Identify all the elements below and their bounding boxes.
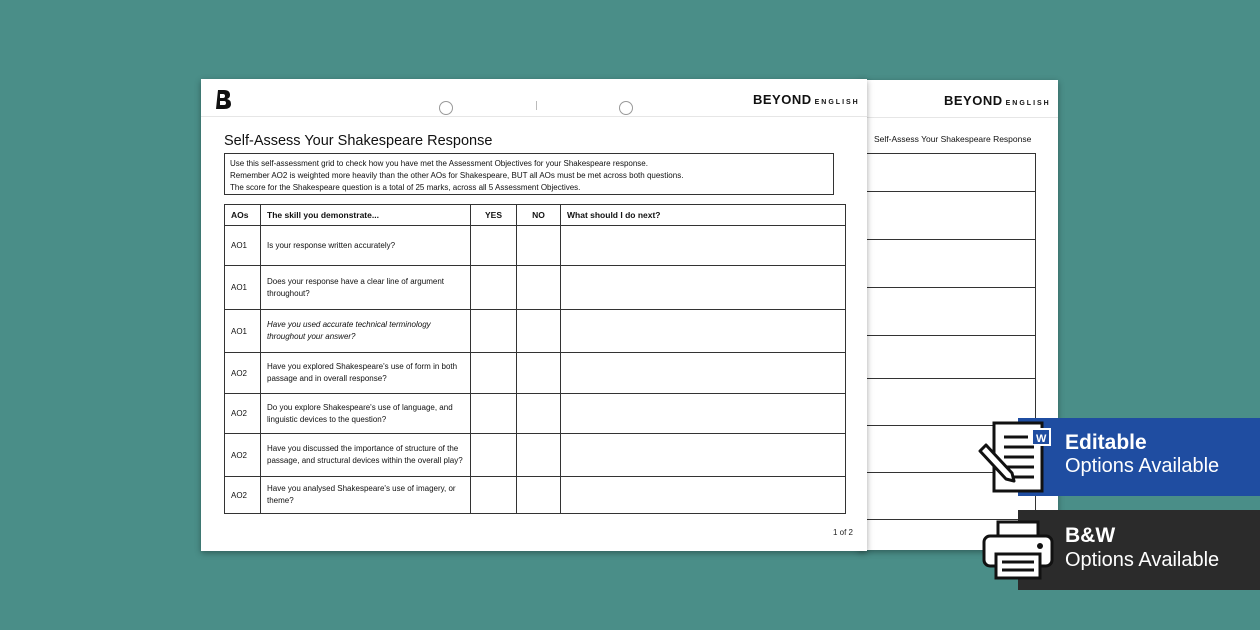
column-header-aos: AOs bbox=[225, 205, 261, 226]
worksheet-page-1 bbox=[201, 79, 867, 551]
table-row: AO1 Have you used accurate technical terminology throughout your answer? bbox=[225, 310, 846, 353]
no-cell[interactable] bbox=[517, 434, 561, 477]
column-header-skill: The skill you demonstrate... bbox=[261, 205, 471, 226]
punch-hole bbox=[619, 101, 633, 115]
instruction-line: Use this self-assessment grid to check how you have met the Assessment Objectives for your Shakespeare response. bbox=[230, 159, 648, 168]
no-cell[interactable] bbox=[517, 226, 561, 266]
next-step-cell[interactable] bbox=[561, 434, 846, 477]
instruction-line: Remember AO2 is weighted more heavily than the other AOs for Shakespeare, BUT all AOs must be met across both questions. bbox=[230, 171, 684, 180]
brand-logo-text: BEYOND ENGLISH bbox=[944, 93, 1051, 108]
brand-logo-text: BEYOND ENGLISH bbox=[753, 92, 860, 107]
no-cell[interactable] bbox=[517, 394, 561, 434]
table-row: AO1 Does your response have a clear line of argument throughout? bbox=[225, 266, 846, 310]
badge-subtitle: Options Available bbox=[1065, 549, 1220, 571]
yes-cell[interactable] bbox=[471, 226, 517, 266]
next-step-cell[interactable] bbox=[561, 266, 846, 310]
table-row: AO2 Have you analysed Shakespeare's use of imagery, or theme? bbox=[225, 477, 846, 514]
table-row: AO2 Have you discussed the importance of structure of the passage, and structural devices within the overall play? bbox=[225, 434, 846, 477]
yes-cell[interactable] bbox=[471, 434, 517, 477]
next-step-cell[interactable] bbox=[561, 394, 846, 434]
no-cell[interactable] bbox=[517, 477, 561, 514]
page-title: Self-Assess Your Shakespeare Response bbox=[224, 133, 493, 149]
instructions-box bbox=[224, 153, 834, 195]
column-header-yes: YES bbox=[471, 205, 517, 226]
instruction-line: The score for the Shakespeare question is a total of 25 marks, across all 5 Assessment Objectives. bbox=[230, 183, 581, 192]
column-header-no: NO bbox=[517, 205, 561, 226]
printer-icon bbox=[980, 520, 1056, 582]
punch-hole bbox=[439, 101, 453, 115]
no-cell[interactable] bbox=[517, 266, 561, 310]
badge-title: Editable bbox=[1065, 431, 1147, 454]
next-step-cell[interactable] bbox=[561, 353, 846, 394]
badge-subtitle: Options Available bbox=[1065, 455, 1220, 477]
no-cell[interactable] bbox=[517, 310, 561, 353]
column-header-next: What should I do next? bbox=[561, 205, 846, 226]
next-step-cell[interactable] bbox=[561, 477, 846, 514]
table-row: AO1 Is your response written accurately? bbox=[225, 226, 846, 266]
table-row: AO2 Do you explore Shakespeare's use of language, and linguistic devices to the question? bbox=[225, 394, 846, 434]
self-assessment-table bbox=[224, 204, 846, 514]
beyond-logo-icon bbox=[215, 89, 233, 109]
document-edit-icon bbox=[974, 421, 1058, 495]
svg-text:W: W bbox=[1036, 433, 1047, 445]
yes-cell[interactable] bbox=[471, 266, 517, 310]
next-step-cell[interactable] bbox=[561, 310, 846, 353]
next-step-cell[interactable] bbox=[561, 226, 846, 266]
yes-cell[interactable] bbox=[471, 353, 517, 394]
table-row: AO2 Have you explored Shakespeare's use of form in both passage and in overall response? bbox=[225, 353, 846, 394]
page-number: 1 of 2 bbox=[832, 528, 853, 537]
no-cell[interactable] bbox=[517, 353, 561, 394]
yes-cell[interactable] bbox=[471, 310, 517, 353]
page-2-title: Self-Assess Your Shakespeare Response bbox=[874, 134, 1032, 144]
yes-cell[interactable] bbox=[471, 394, 517, 434]
badge-title: B&W bbox=[1065, 524, 1116, 547]
yes-cell[interactable] bbox=[471, 477, 517, 514]
